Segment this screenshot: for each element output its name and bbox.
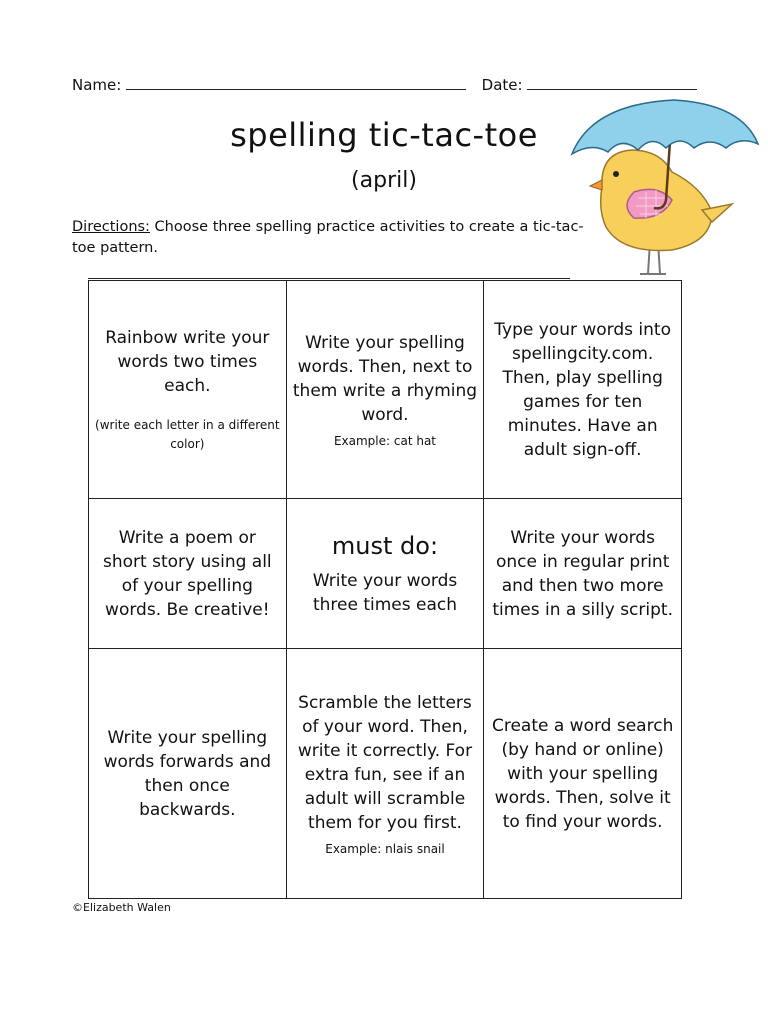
grid-cell-r1c2 bbox=[286, 281, 484, 499]
directions-label: Directions: bbox=[72, 219, 150, 235]
grid-cell-r3c1 bbox=[89, 649, 287, 899]
directions-text: Choose three spelling practice activities to create a tic-tac-toe pattern. bbox=[72, 219, 584, 256]
grid-cell-r2c2 bbox=[286, 499, 484, 649]
cell-example: Example: cat hat bbox=[333, 433, 437, 448]
cell-text: Create a word search (by hand or online) with your spelling words. Then, solve it to find your words. bbox=[491, 715, 674, 832]
grid-cell-r2c3 bbox=[484, 499, 682, 649]
grid-cell-r3c3 bbox=[484, 649, 682, 899]
grid-cell-r3c2 bbox=[286, 649, 484, 899]
cell-text: Write a poem or short story using all of your spelling words. Be creative! bbox=[103, 527, 272, 620]
grid-cell-r2c1 bbox=[89, 499, 287, 649]
must-do-heading: must do: bbox=[331, 531, 439, 560]
cell-text: Scramble the letters of your word. Then, write it correctly. For extra fun, see if an adult will scramble them for you first. bbox=[297, 692, 473, 833]
umbrella-canopy bbox=[572, 100, 758, 154]
grid-cell-r1c1 bbox=[89, 281, 287, 499]
date-label: Date: bbox=[481, 76, 523, 94]
cell-text: Write your spelling words forwards and then once backwards. bbox=[103, 727, 272, 820]
date-field[interactable] bbox=[527, 77, 697, 90]
bird-umbrella-illustration bbox=[562, 92, 762, 282]
cell-text: Write your spelling words. Then, next to them write a rhyming word. bbox=[292, 332, 478, 425]
grid-row bbox=[89, 281, 682, 499]
divider bbox=[88, 278, 570, 279]
cell-text: Write your words once in regular print and then two more times in a silly script. bbox=[492, 527, 673, 620]
directions bbox=[72, 217, 592, 259]
grid-cell-r1c3 bbox=[484, 281, 682, 499]
name-label: Name: bbox=[72, 76, 122, 94]
copyright: ©Elizabeth Walen bbox=[72, 901, 171, 914]
cell-text: Write your words three times each bbox=[312, 570, 458, 615]
bird-eye bbox=[613, 171, 619, 177]
cell-text: Rainbow write your words two times each. bbox=[105, 327, 270, 396]
cell-note: (write each letter in a different color) bbox=[95, 417, 280, 451]
page-subtitle: (april) bbox=[351, 168, 417, 193]
cell-text: Type your words into spellingcity.com. Then, play spelling games for ten minutes. Have an adult sign-off. bbox=[494, 319, 671, 460]
page-title: spelling tic-tac-toe bbox=[230, 116, 538, 154]
name-field[interactable] bbox=[126, 77, 466, 90]
cell-example: Example: nlais snail bbox=[325, 841, 445, 856]
grid-row bbox=[89, 649, 682, 899]
grid-row bbox=[89, 499, 682, 649]
tic-tac-toe-grid bbox=[88, 280, 682, 899]
